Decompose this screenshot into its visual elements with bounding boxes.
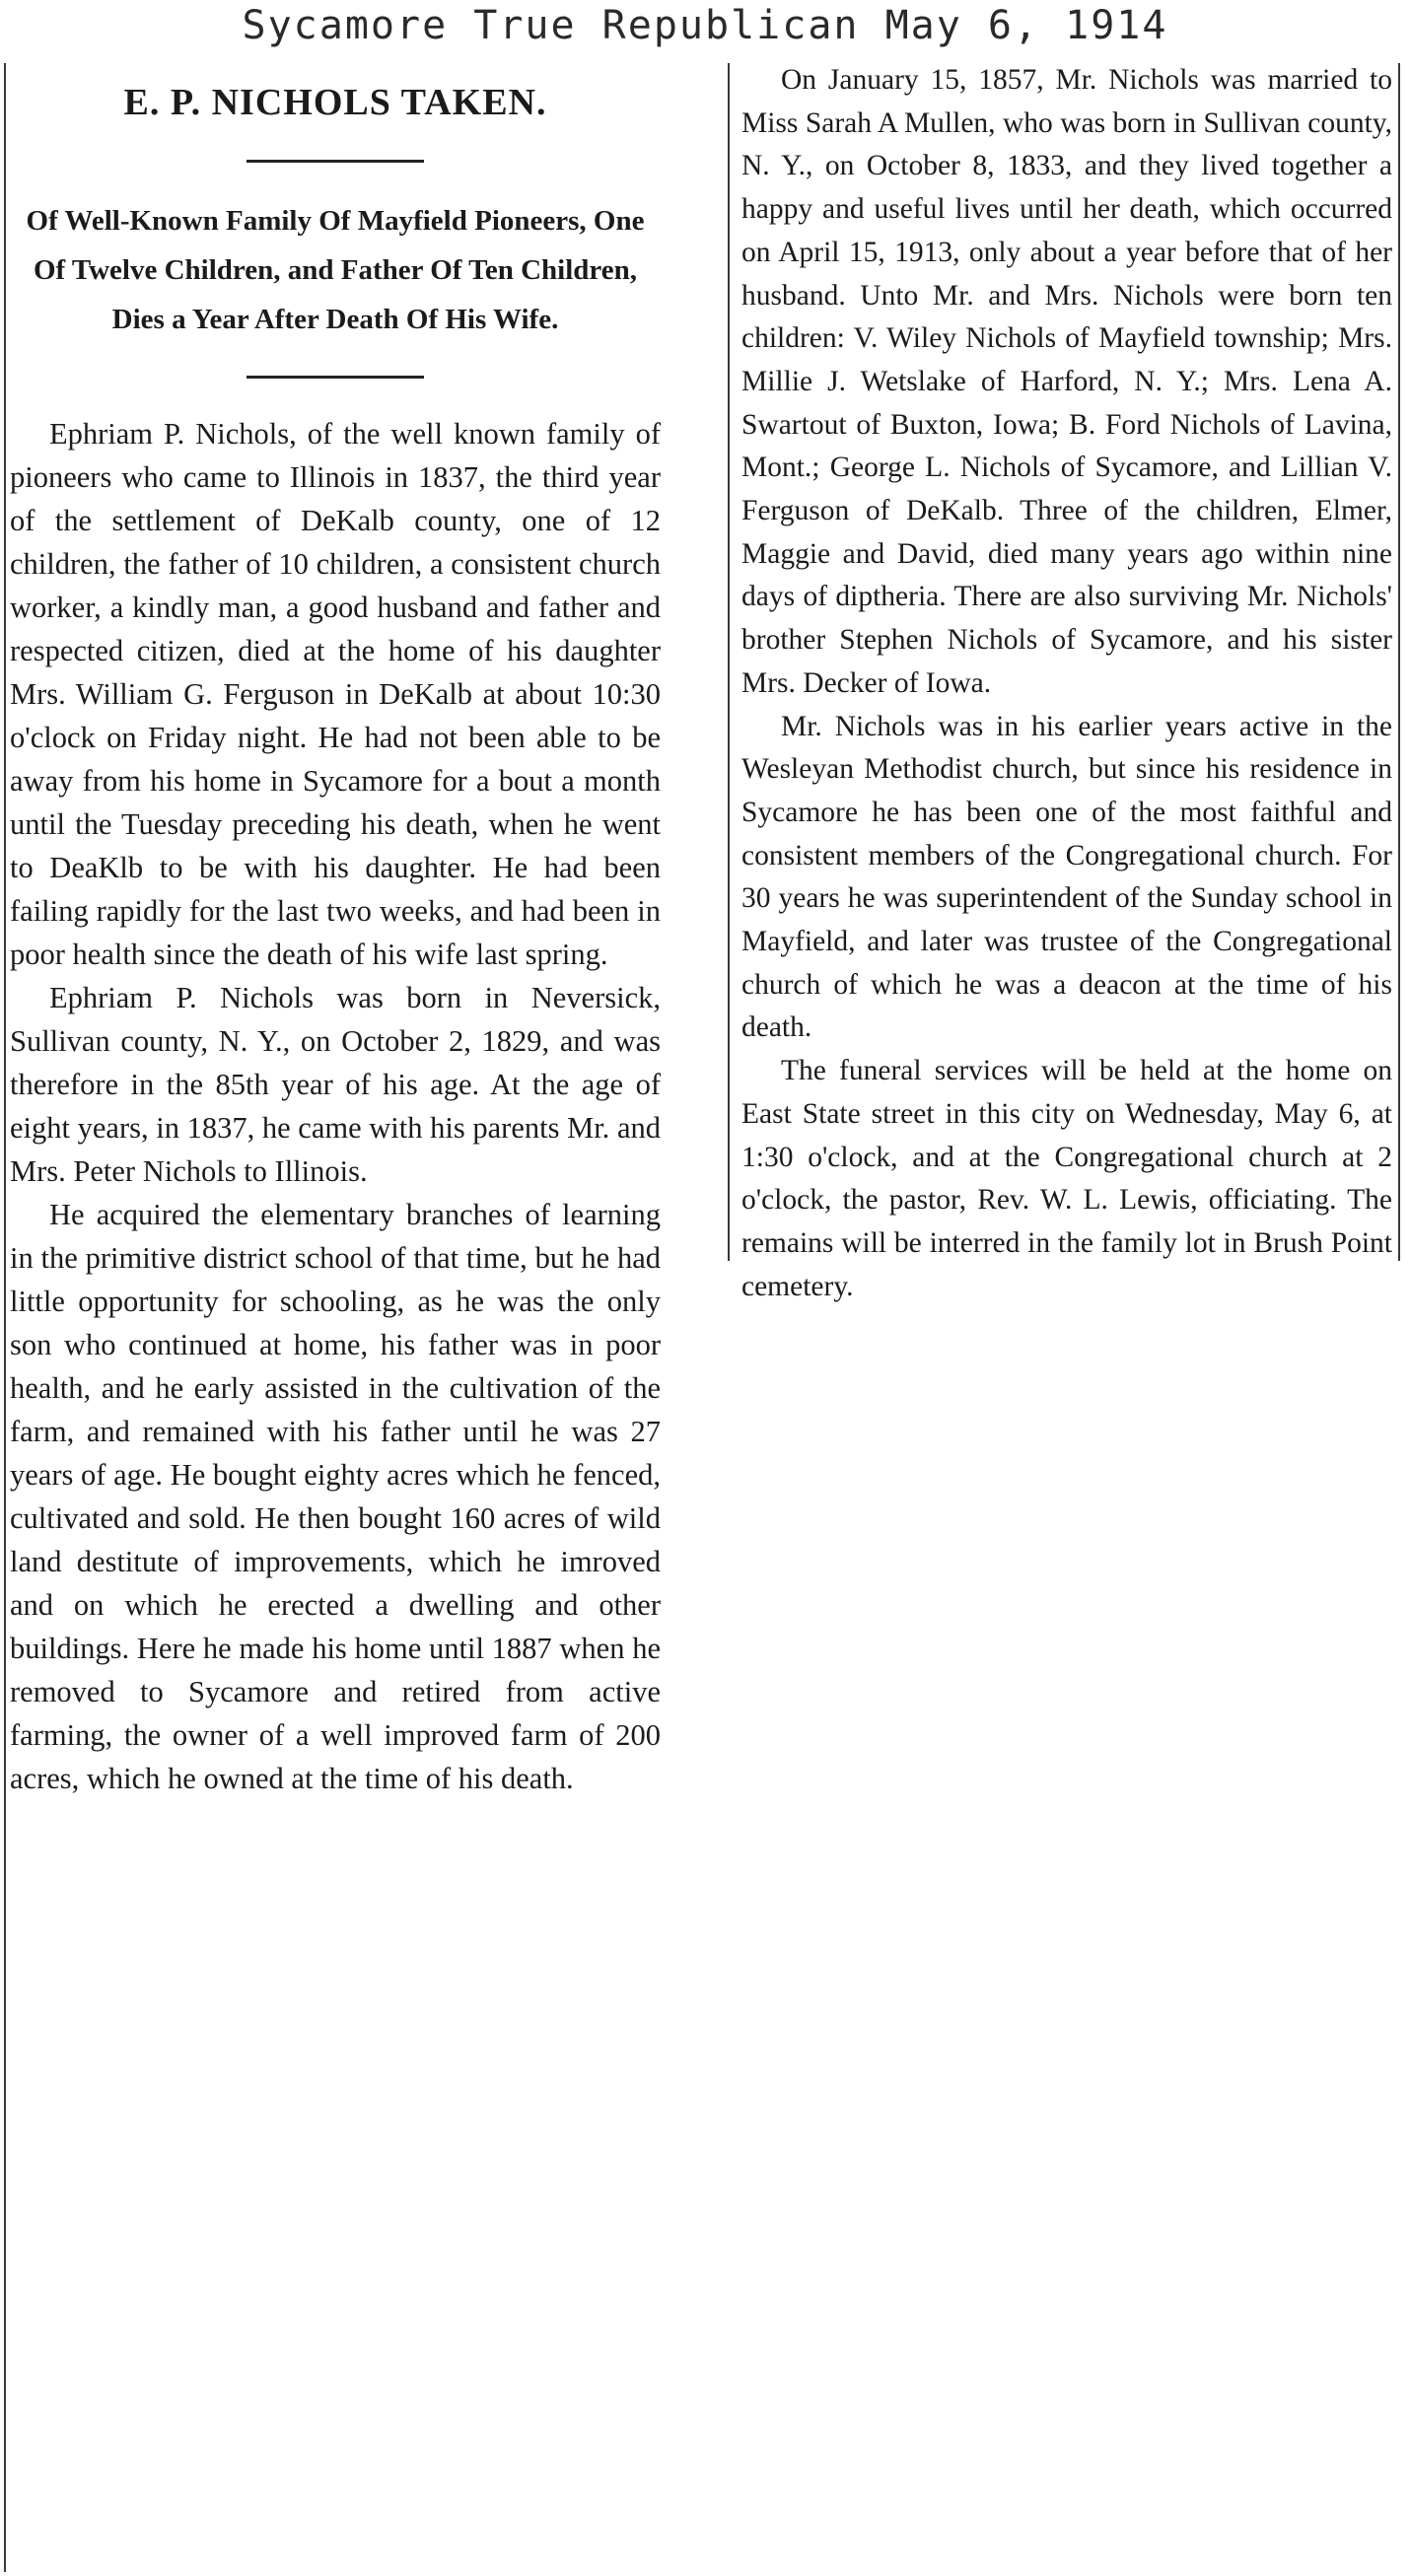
article-left-column bbox=[10, 59, 661, 1800]
article-paragraph: He acquired the elementary branches of learning in the primitive district school of that time, but he had little opportunity for schooling, as he was the only son who continued at home, his father was in poor health, and he early assisted in the cultivation of the farm, and remained with his father until he was 27 years of age. He bought eighty acres which he fenced, cultivated and sold. He then bought 160 acres of wild land destitute of improvements, which he imroved and on which he erected a dwelling and other buildings. Here he made his home until 1887 when he removed to Sycamore and retired from active farming, the owner of a well improved farm of 200 acres, which he owned at the time of his death. bbox=[10, 1198, 661, 1795]
article-right-column bbox=[741, 59, 1392, 1308]
article-subhead: Of Well-Known Family Of Mayfield Pioneers, One Of Twelve Children, and Father Of Ten Children, Dies a Year After Death Of His Wife. bbox=[26, 205, 645, 335]
headline-divider bbox=[247, 160, 424, 163]
right-column-rule bbox=[1398, 63, 1400, 1261]
subhead-divider bbox=[247, 376, 424, 379]
article-paragraph: On January 15, 1857, Mr. Nichols was married to Miss Sarah A Mullen, who was born in Sullivan county, N. Y., on October 8, 1833, and they lived together a happy and useful lives until her death, which occurred on April 15, 1913, only about a year before that of her husband. Unto Mr. and Mrs. Nichols were born ten children: V. Wiley Nichols of Mayfield township; Mrs. Millie J. Wetslake of Harford, N. Y.; Mrs. Lena A. Swartout of Buxton, Iowa; B. Ford Nichols of Lavina, Mont.; George L. Nichols of Sycamore, and Lillian V. Ferguson of DeKalb. Three of the children, Elmer, Maggie and David, died many years ago within nine days of diptheria. There are also surviving Mr. Nichols' brother Stephen Nichols of Sycamore, and his sister Mrs. Decker of Iowa. bbox=[741, 64, 1392, 699]
article-paragraph: Ephriam P. Nichols, of the well known family of pioneers who came to Illinois in 1837, the third year of the settlement of DeKalb county, one of 12 children, the father of 10 children, a consistent church worker, a kindly man, a good husband and father and respected citizen, died at the home of his daughter Mrs. William G. Ferguson in DeKalb at about 10:30 o'clock on Friday night. He had not been able to be away from his home in Sycamore for a bout a month until the Tuesday preceding his death, when he went to DeaKlb to be with his daughter. He had been failing rapidly for the last two weeks, and had been in poor health since the death of his wife last spring. bbox=[10, 417, 661, 971]
article-paragraph: Ephriam P. Nichols was born in Neversick, Sullivan county, N. Y., on October 2, 1829, and was therefore in the 85th year of his age. At the age of eight years, in 1837, he came with his parents Mr. and Mrs. Peter Nichols to Illinois. bbox=[10, 981, 661, 1188]
article-paragraph: The funeral services will be held at the home on East State street in this city on Wednesday, May 6, at 1:30 o'clock, and at the Congregational church at 2 o'clock, the pastor, Rev. W. L. Lewis, officiating. The remains will be interred in the family lot in Brush Point cemetery. bbox=[741, 1055, 1392, 1302]
left-column-rule bbox=[4, 63, 6, 2572]
newspaper-masthead: Sycamore True Republican May 6, 1914 bbox=[242, 3, 1168, 48]
article-paragraph: Mr. Nichols was in his earlier years active in the Wesleyan Methodist church, but since his residence in Sycamore he has been one of the most faithful and consistent members of the Congregational church. For 30 years he was superintendent of the Sunday school in Mayfield, and later was trustee of the Congregational church of which he was a deacon at the time of his death. bbox=[741, 710, 1392, 1044]
article-headline: E. P. NICHOLS TAKEN. bbox=[123, 82, 547, 123]
center-column-rule bbox=[728, 63, 730, 1261]
